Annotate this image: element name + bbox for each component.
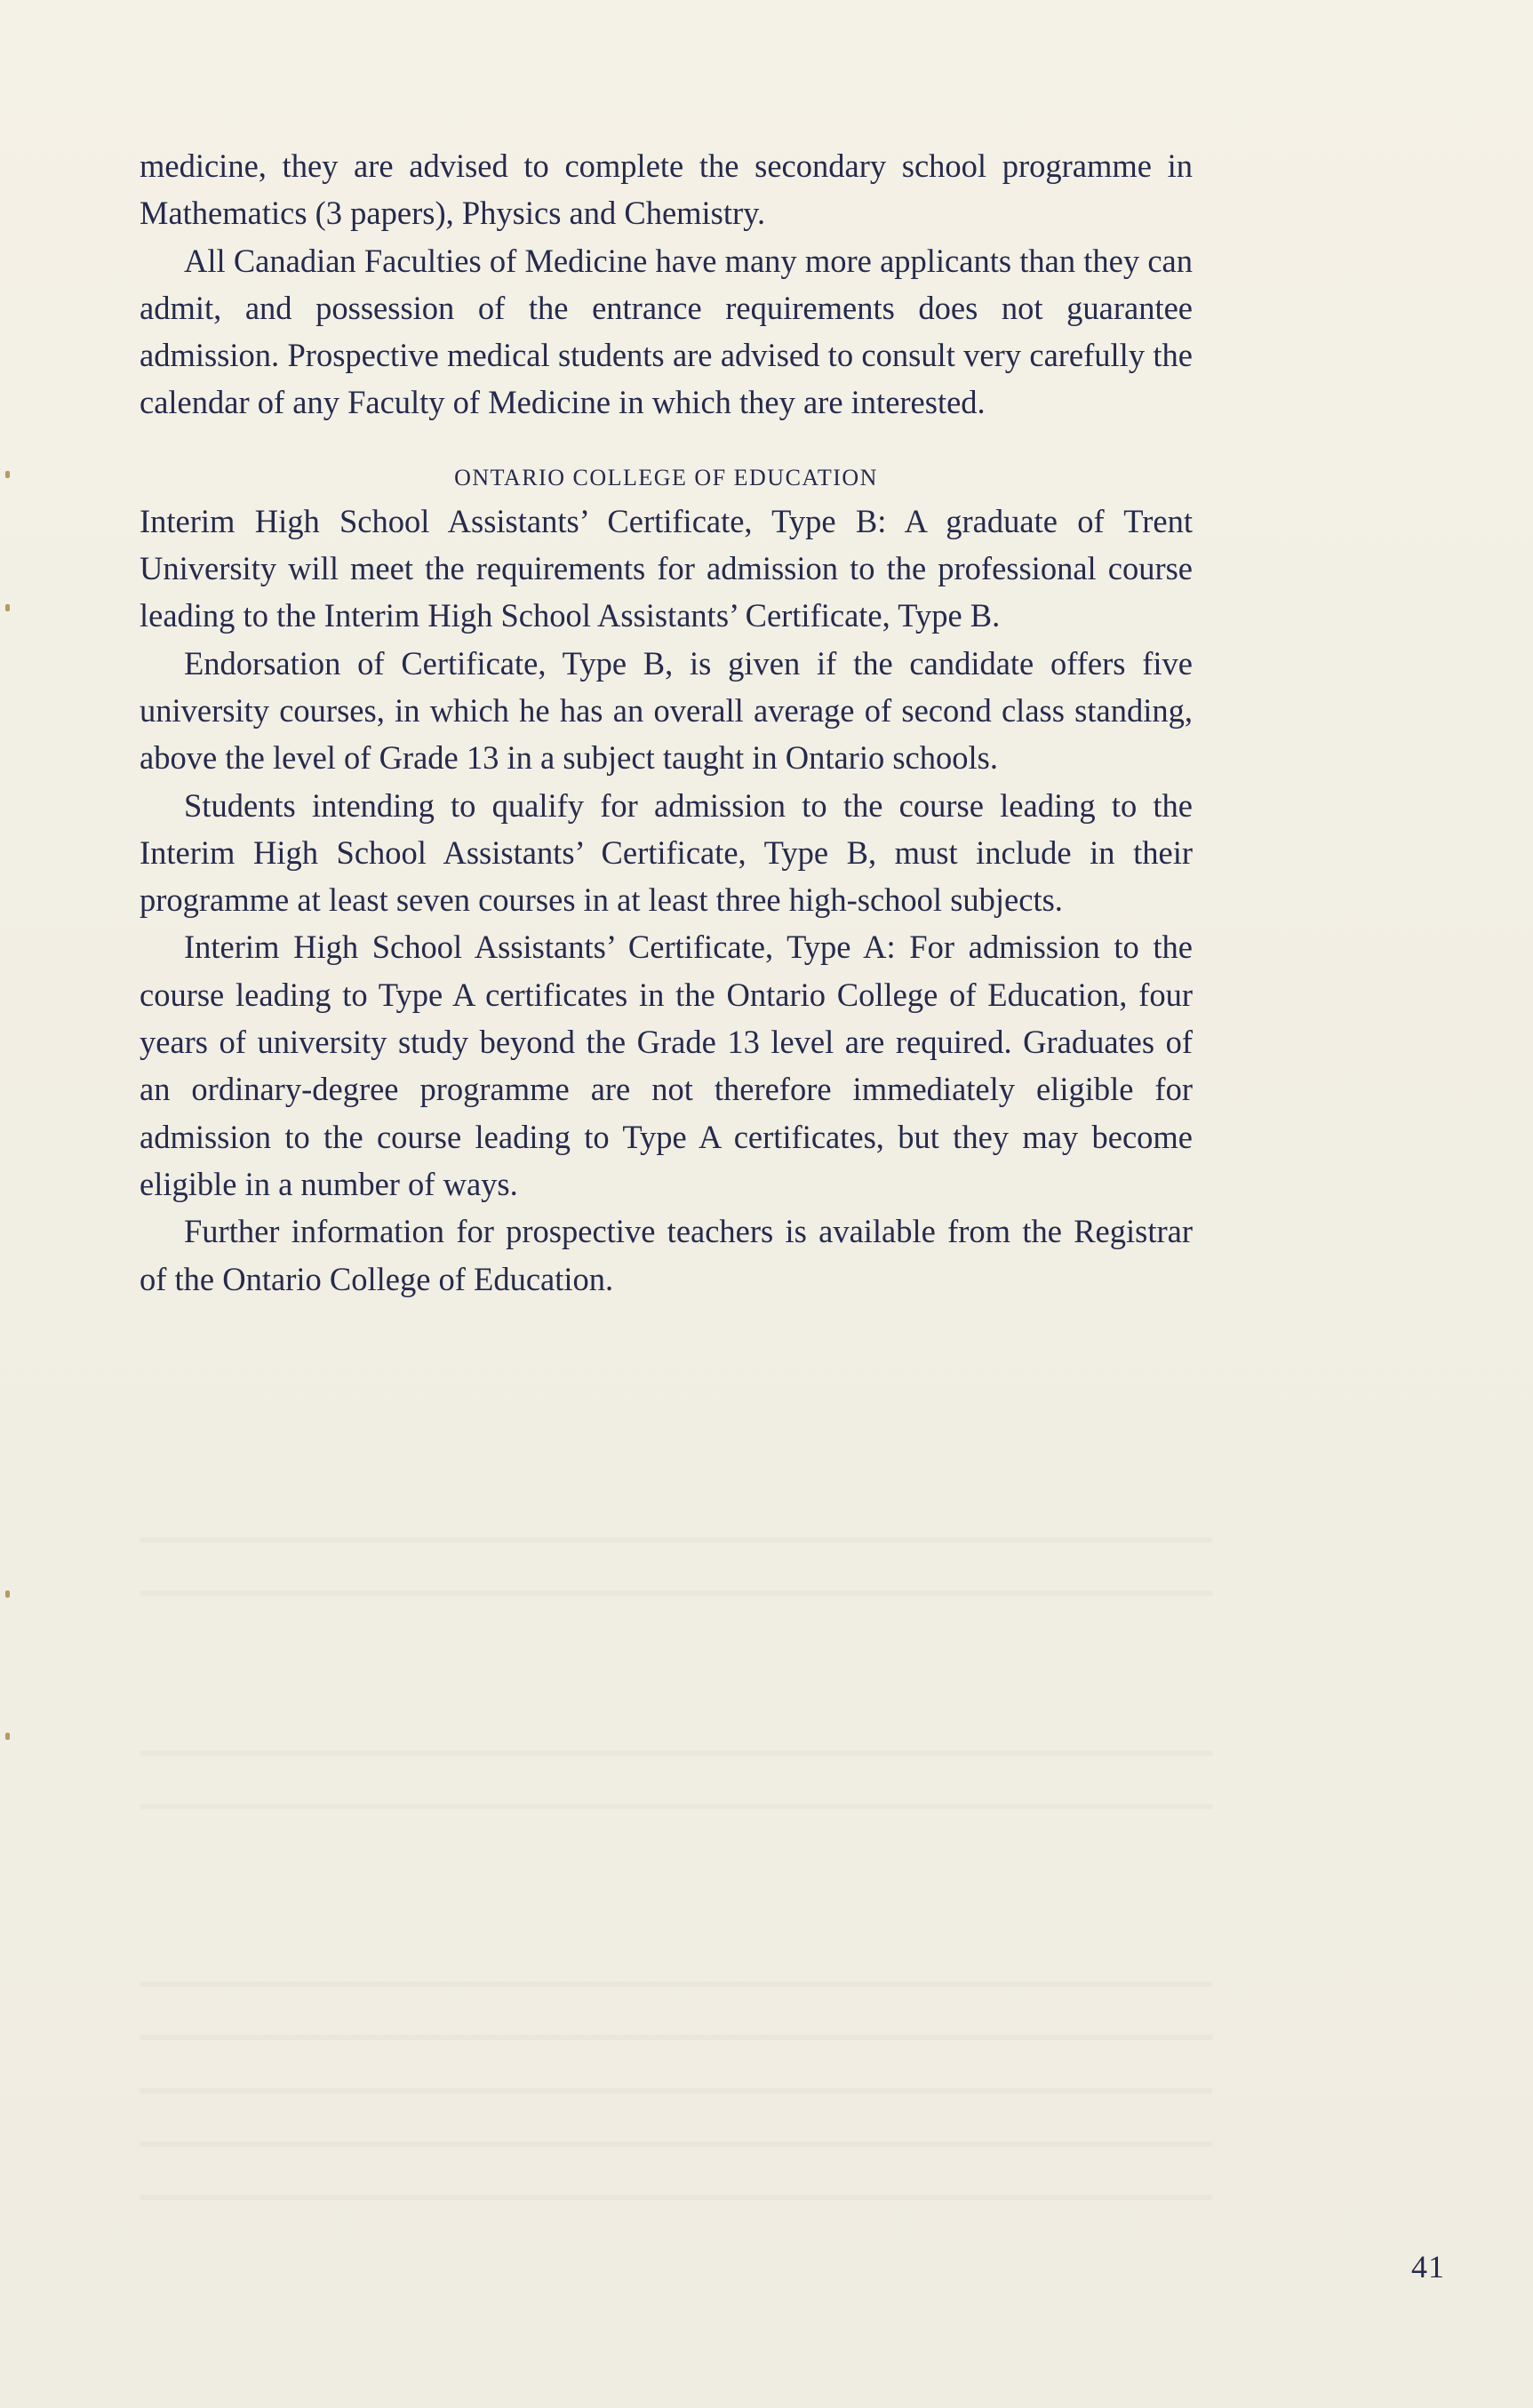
- body-text: [140, 142, 1193, 1303]
- show-through-line: [140, 2141, 1213, 2147]
- margin-mark: [5, 1591, 10, 1598]
- section-heading: ONTARIO COLLEGE OF EDUCATION: [454, 464, 878, 490]
- paragraph: Endorsation of Certificate, Type B, is given if the candidate offers five university courses, in which he has an overall average of second class standing, above the level of Grade 13 in a subject taught in Ontario schools.: [140, 644, 1193, 777]
- margin-mark: [5, 604, 10, 611]
- paragraph: Interim High School Assistants’ Certificate, Type B: A graduate of Trent University will meet the requirements for admission to the professional course leading to the Interim High School Assistants’ Certificate, Type B.: [140, 502, 1193, 634]
- paragraph: medicine, they are advised to complete the secondary school programme in Mathematics (3 papers), Physics and Chemistry.: [140, 148, 1193, 232]
- show-through-line: [140, 1750, 1213, 1756]
- show-through-line: [140, 1804, 1213, 1809]
- show-through-line: [140, 2088, 1213, 2093]
- margin-mark: [5, 1733, 10, 1740]
- show-through-line: [140, 2035, 1213, 2040]
- paragraph: Students intending to qualify for admission to the course leading to the Interim High School Assistants’ Certificate, Type B, must include in their programme at least seven courses in at least three high-school subjects.: [140, 786, 1193, 919]
- paragraph: All Canadian Faculties of Medicine have many more applicants than they can admit, and possession of the entrance requirements does not guarantee admission. Prospective medical students are advised to consult very carefully the calendar of any Faculty of Medicine in which they are interested.: [140, 242, 1193, 421]
- margin-mark: [5, 471, 10, 478]
- show-through-line: [140, 1981, 1213, 1987]
- paragraph: Interim High School Assistants’ Certificate, Type A: For admission to the course leading to Type A certificates in the Ontario College of Education, four years of university study beyond the Grade 13 level are required. Graduates of an ordinary-degree programme are not therefore immediately eligible for admission to the course leading to Type A certificates, but they may become eligible in a number of ways.: [140, 929, 1193, 1202]
- show-through-line: [140, 1591, 1213, 1596]
- show-through-line: [140, 1537, 1213, 1543]
- paragraph: Further information for prospective teachers is available from the Registrar of the Ontario College of Education.: [140, 1213, 1193, 1297]
- show-through-line: [140, 2195, 1213, 2200]
- page-number: 41: [1411, 2249, 1445, 2284]
